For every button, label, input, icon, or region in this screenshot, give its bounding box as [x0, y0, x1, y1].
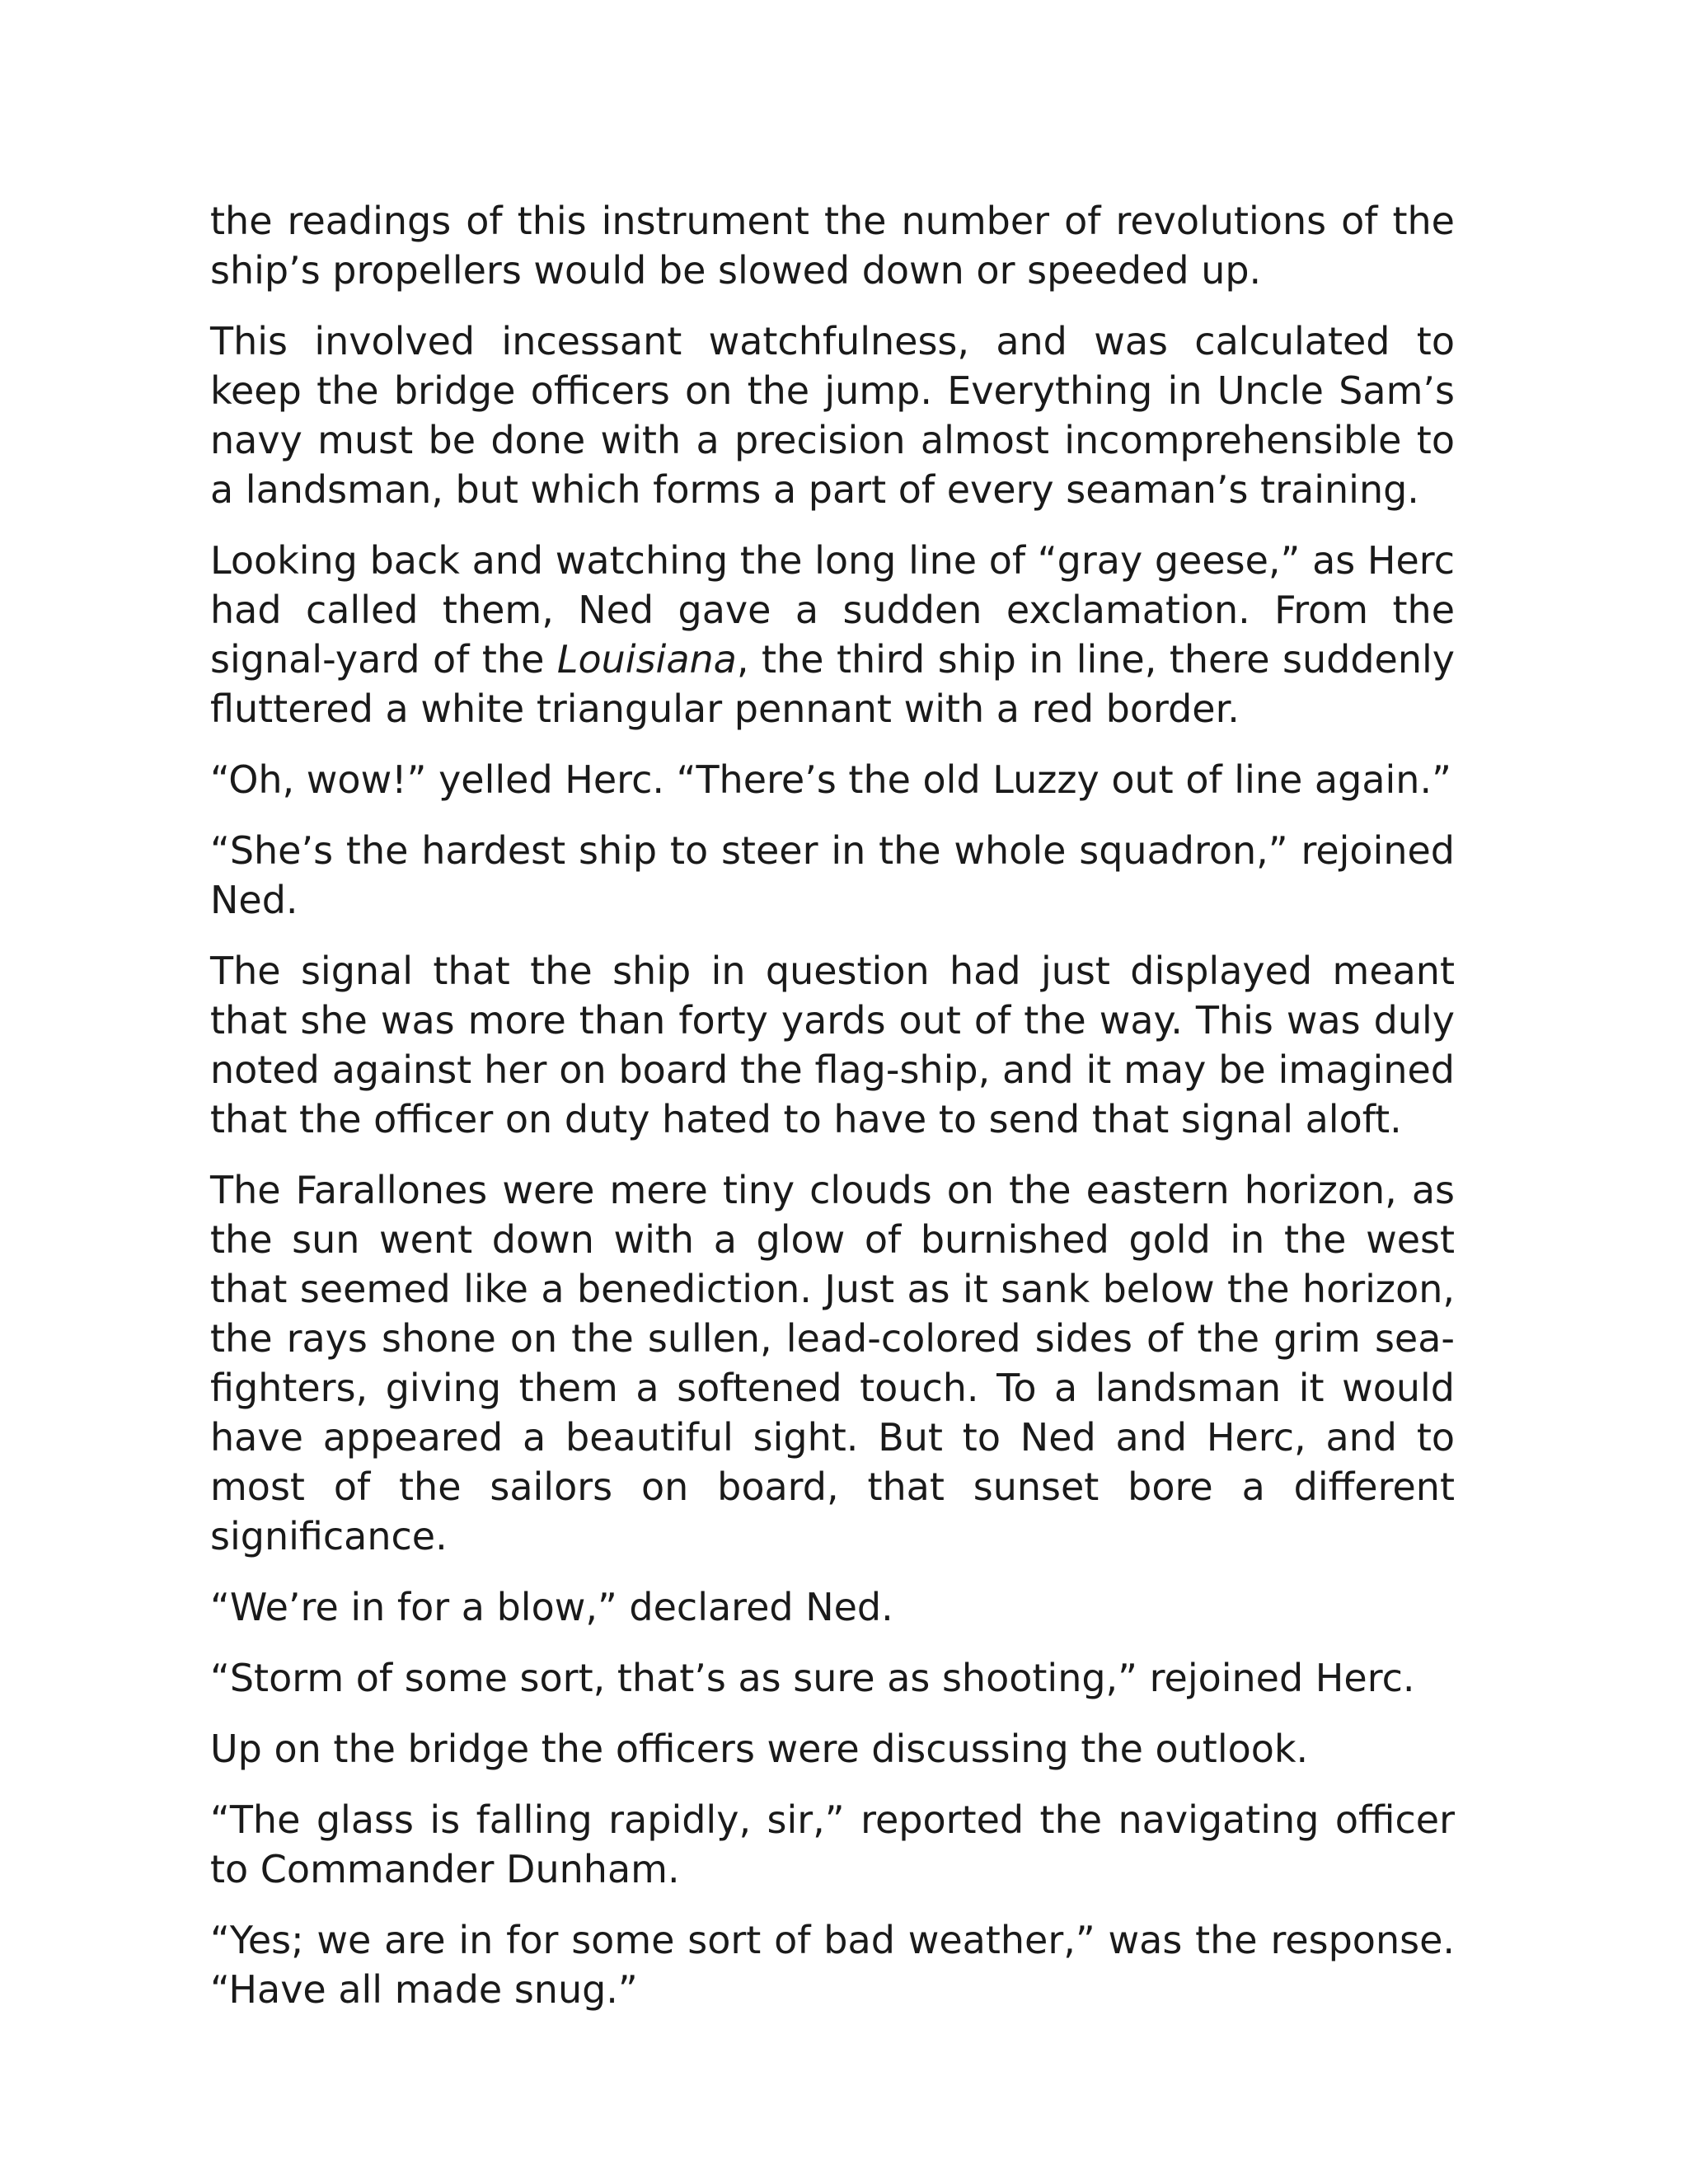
paragraph: “Oh, wow!” yelled Herc. “There’s the old Luzzy out of line again.”: [210, 757, 1451, 802]
paragraph: The signal that the ship in question had just displayed meant that she was more than forty yards out of the way. This was duly noted against her on board the flag-ship, and it may be imagined that the officer on duty hated to have to send that signal aloft.: [210, 949, 1455, 1141]
paragraph: “She’s the hardest ship to steer in the whole squadron,” rejoined Ned.: [210, 828, 1455, 922]
paragraph-text: Looking back and watching the long line of “gray geese,” as Herc had called them, Ned gave a sudden exclamation. From the signal-yard of the: [210, 538, 1455, 682]
paragraph: This involved incessant watchfulness, and was calculated to keep the bridge officers on the jump. Everything in Uncle Sam’s navy must be done with a precision almost incomprehensible to a landsman, but which forms a part of every seaman’s training.: [210, 319, 1455, 512]
paragraph: “Yes; we are in for some sort of bad weather,” was the response. “Have all made snug.”: [210, 1918, 1455, 2012]
paragraph: [210, 536, 1455, 733]
paragraph: “We’re in for a blow,” declared Ned.: [210, 1585, 893, 1629]
paragraph: The Farallones were mere tiny clouds on the eastern horizon, as the sun went down with a glow of burnished gold in the west that seemed like a benediction. Just as it sank below the horizon, the rays shone on the sullen, lead-colored sides of the grim sea-fighters, giving them a softened touch. To a landsman it would have appeared a beautiful sight. But to Ned and Herc, and to most of the sailors on board, that sunset bore a different significance.: [210, 1168, 1455, 1558]
paragraph: Up on the bridge the officers were discussing the outlook.: [210, 1727, 1309, 1771]
paragraph: the readings of this instrument the number of revolutions of the ship’s propellers would be slowed down or speeded up.: [210, 199, 1455, 293]
ship-name-italic: Louisiana: [556, 637, 737, 682]
document-page: [210, 196, 1455, 2036]
paragraph: “Storm of some sort, that’s as sure as shooting,” rejoined Herc.: [210, 1656, 1415, 1700]
paragraph-text: , the third ship in line, there suddenly fluttered a white triangular pennant with a red border.: [210, 637, 1455, 731]
paragraph: “The glass is falling rapidly, sir,” reported the navigating officer to Commander Dunham.: [210, 1797, 1455, 1891]
